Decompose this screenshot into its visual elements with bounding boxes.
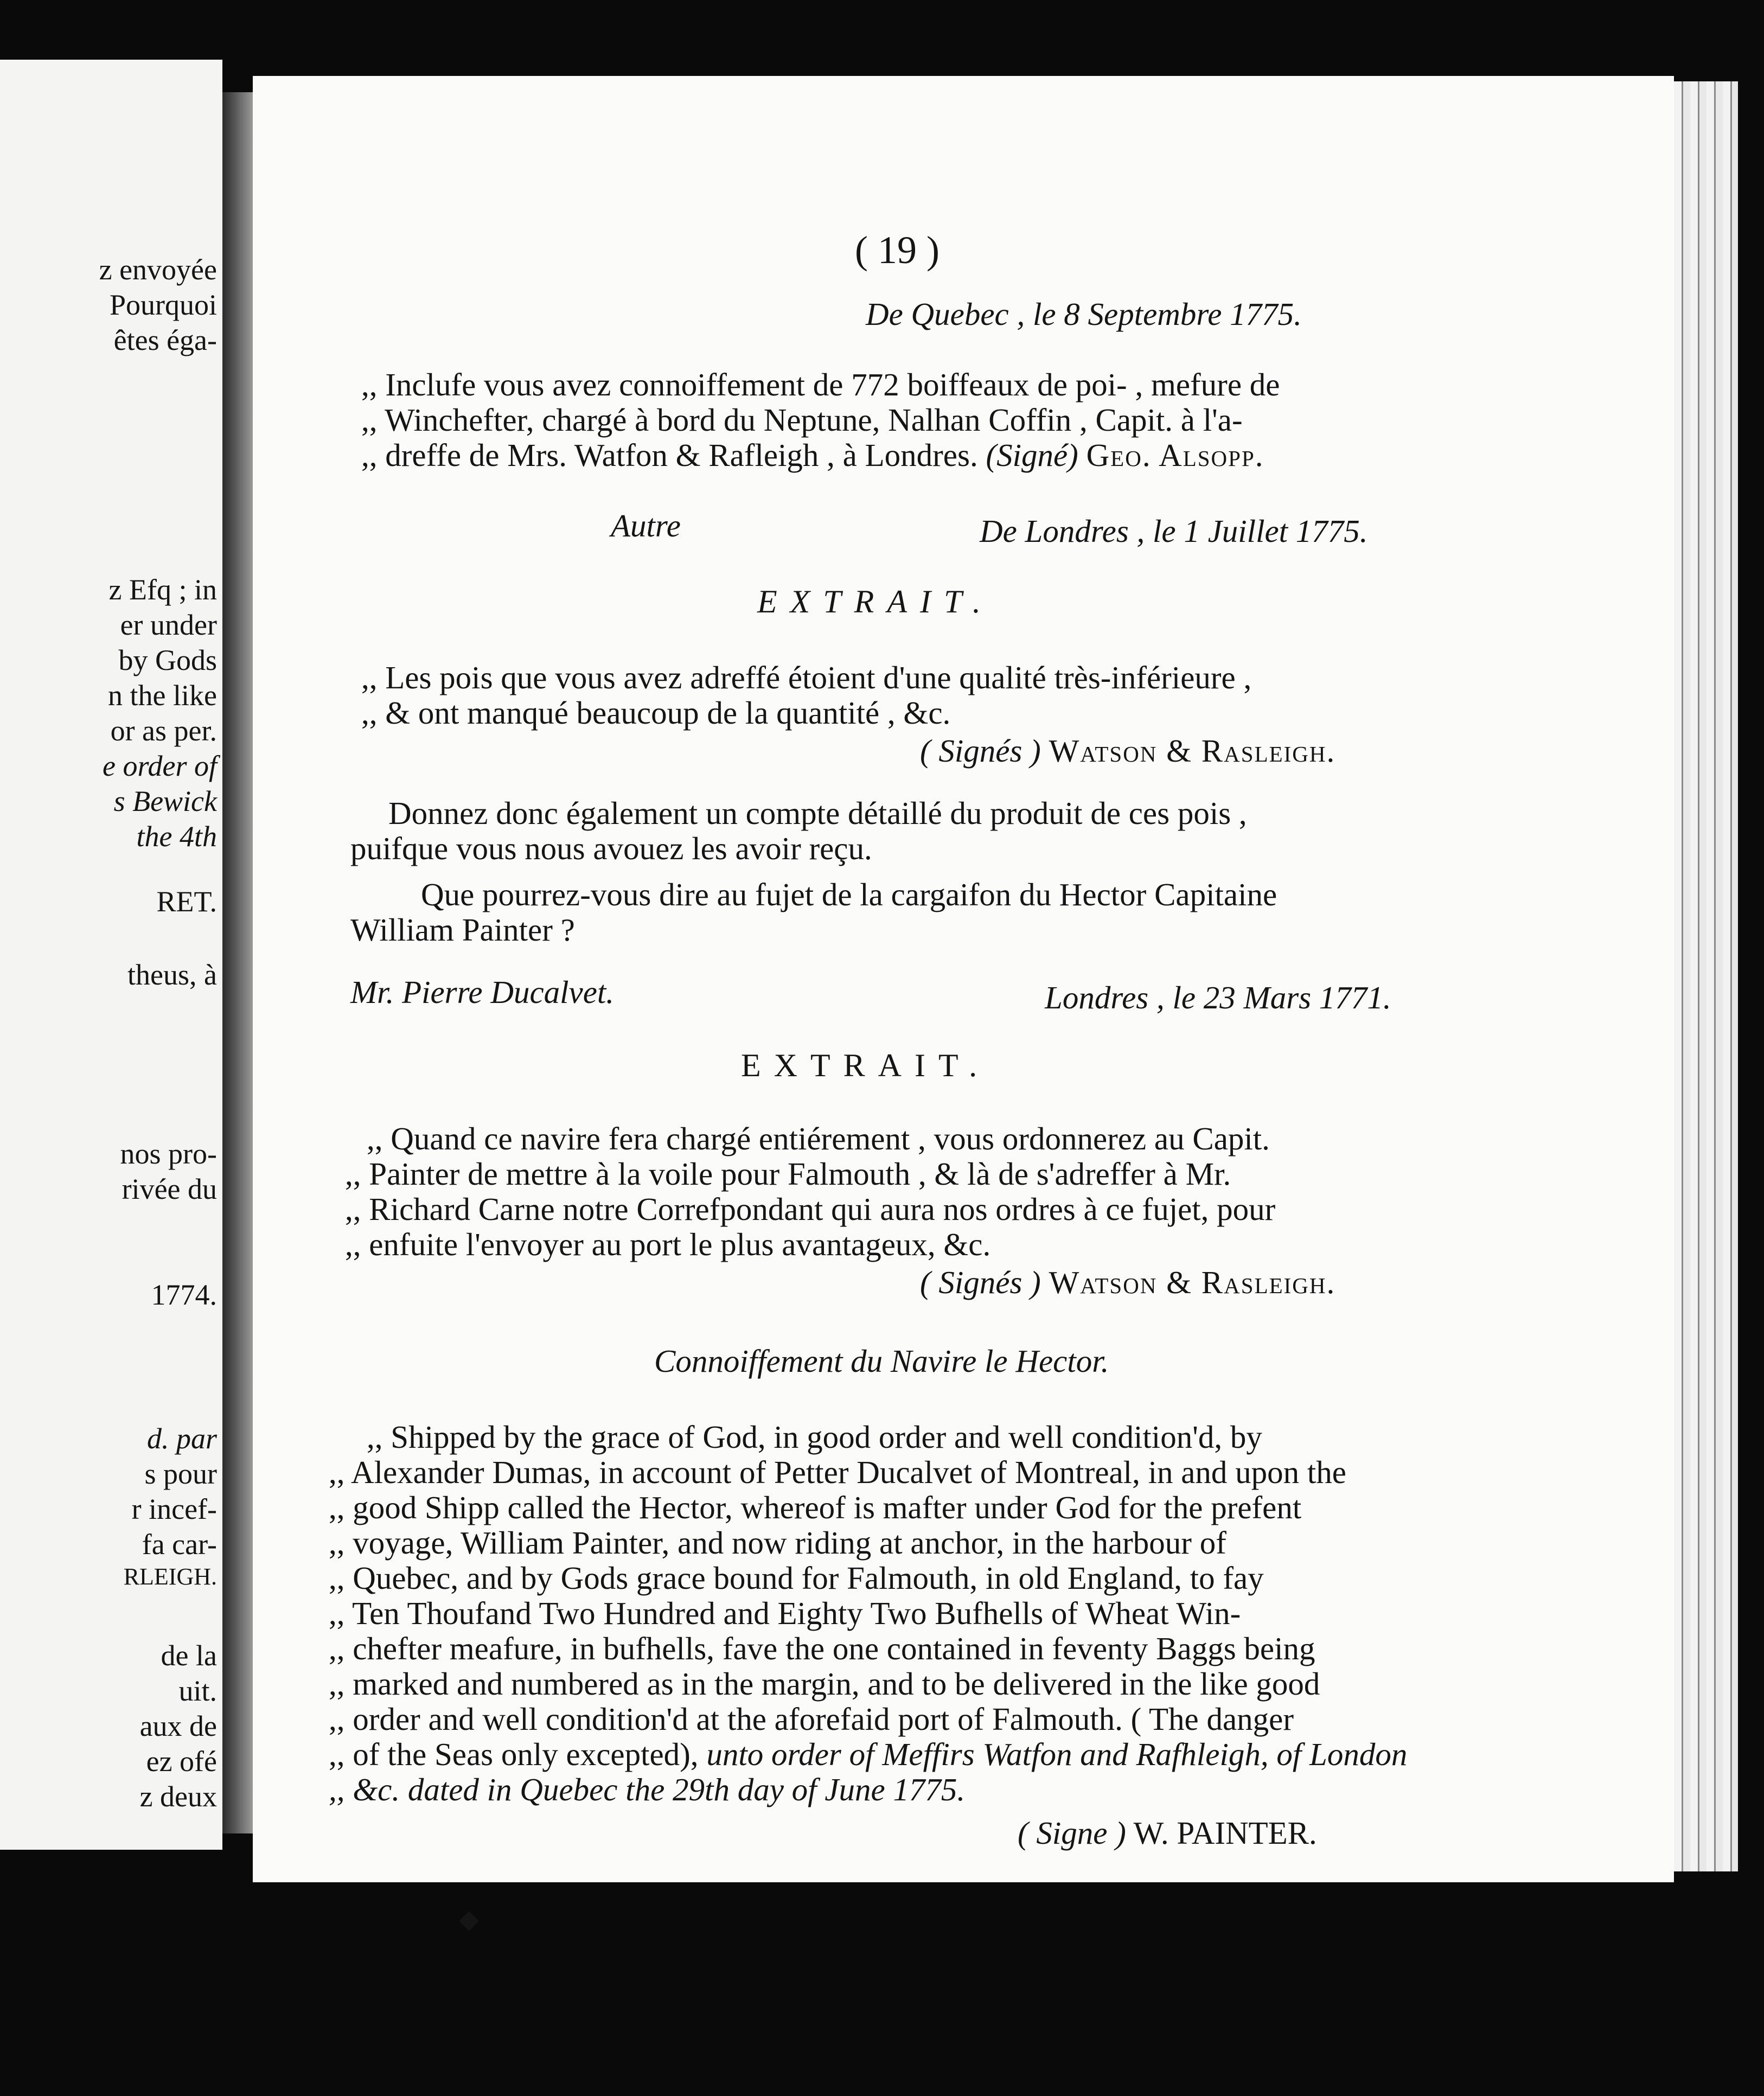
left-fragment: n the like (108, 679, 217, 712)
letter1-line: ,, Inclufe vous avez connoiffement de 772 boiffeaux de poi- , mefure de (361, 367, 1280, 402)
letter3-signed-label: ( Signés ) (920, 1264, 1041, 1300)
letter3-line: ,, Painter de mettre à la voile pour Falmouth , & là de s'adreffer à Mr. (345, 1156, 1231, 1192)
page-number: ( 19 ) (855, 228, 939, 272)
left-fragment: nos pro- (120, 1138, 217, 1170)
letter2-signature: Watson & Rasleigh. (1049, 733, 1336, 769)
letter1-dateline: De Quebec , le 8 Septembre 1775. (866, 296, 1302, 332)
letter2-dateline: De Londres , le 1 Juillet 1775. (980, 513, 1368, 549)
bill-line-italic: unto order of Meffirs Watfon and Rafhleigh, of London (706, 1736, 1408, 1772)
ink-blot-icon: ◆ (459, 1905, 479, 1934)
left-fragment: r incef- (131, 1493, 217, 1525)
page-edges (1674, 81, 1738, 1871)
letter3-dateline: Londres , le 23 Mars 1771. (1045, 980, 1391, 1015)
left-fragment: RLEIGH. (123, 1563, 217, 1590)
letter1-line-text: ,, dreffe de Mrs. Watfon & Rafleigh , à Londres. (361, 437, 978, 473)
letter2-line: ,, Les pois que vous avez adreffé étoient d'une qualité très-inférieure , (361, 660, 1252, 695)
left-fragment: Pourquoi (109, 289, 217, 321)
bill-line: ,, Quebec, and by Gods grace bound for Falmouth, in old England, to fay (329, 1560, 1264, 1596)
left-fragment: by Gods (118, 644, 217, 676)
paragraph-line: puifque vous nous avouez les avoir reçu. (350, 830, 872, 866)
left-fragment: aux de (139, 1710, 217, 1742)
bill-line: ,, good Shipp called the Hector, whereof is mafter under God for the prefent (329, 1490, 1302, 1525)
right-page (253, 76, 1674, 1934)
left-fragment: the 4th (136, 820, 217, 853)
letter3-line: ,, Richard Carne notre Correfpondant qui aura nos ordres à ce fujet, pour (345, 1191, 1276, 1227)
letter3-signature: Watson & Rasleigh. (1049, 1264, 1336, 1300)
letter2-signed (920, 735, 1335, 767)
left-fragment: d. par (146, 1422, 217, 1455)
left-fragment: rivée du (122, 1173, 217, 1205)
left-fragment: uit. (178, 1675, 217, 1707)
bill-line: ,, marked and numbered as in the margin, and to be delivered in the like good (329, 1666, 1320, 1702)
bill-line (329, 1736, 1408, 1772)
left-fragment: êtes éga- (113, 324, 217, 356)
left-fragment: RET. (156, 885, 217, 918)
left-fragment: or as per. (110, 714, 217, 747)
left-fragment: er under (120, 609, 217, 641)
left-fragment: e order of (103, 750, 217, 782)
bill-signed (1018, 1817, 1317, 1849)
letter1-signature: Geo. Alsopp. (1086, 437, 1264, 473)
left-fragment: s pour (144, 1458, 217, 1490)
bill-line: ,, order and well condition'd at the aforefaid port of Falmouth. ( The danger (329, 1701, 1294, 1737)
bill-signed-label: ( Signe ) (1018, 1815, 1126, 1851)
paragraph-line: Donnez donc également un compte détaillé du produit de ces pois , (388, 795, 1247, 831)
letter1-line: ,, Winchefter, chargé à bord du Neptune, Nalhan Coffin , Capit. à l'a- (361, 402, 1243, 438)
letter2-heading: EXTRAIT. (757, 584, 994, 619)
bill-line: ,, Ten Thoufand Two Hundred and Eighty Two Bufhells of Wheat Win- (329, 1595, 1241, 1631)
paragraph-line: Que pourrez-vous dire au fujet de la cargaifon du Hector Capitaine (421, 877, 1277, 912)
bill-line: ,, voyage, William Painter, and now riding at anchor, in the harbour of (329, 1525, 1226, 1561)
letter3-signed (920, 1264, 1336, 1300)
bill-line: ,, Shipped by the grace of God, in good order and well condition'd, by (367, 1419, 1262, 1455)
letter1-signed-label: (Signé) (986, 437, 1078, 473)
letter1-line (361, 439, 1264, 471)
bill-line: ,, chefter meafure, in bufhells, fave the one contained in feventy Baggs being (329, 1631, 1315, 1666)
left-fragment: de la (161, 1639, 217, 1672)
bill-line-text: ,, of the Seas only excepted), (329, 1736, 699, 1772)
letter2-signed-label: ( Signés ) (920, 733, 1041, 769)
left-fragment: z Efq ; in (108, 573, 217, 606)
left-fragment: z envoyée (99, 253, 217, 286)
bill-signature: W. PAINTER. (1133, 1815, 1317, 1851)
paragraph-line: William Painter ? (350, 912, 575, 948)
letter2-line: ,, & ont manqué beaucoup de la quantité , &c. (361, 695, 951, 731)
book-gutter (222, 92, 253, 1833)
letter3-heading: EXTRAIT. (741, 1047, 990, 1083)
left-fragment: z deux (139, 1780, 217, 1813)
left-page (0, 60, 222, 1850)
letter3-line: ,, Quand ce navire fera chargé entiérement , vous ordonnerez au Capit. (367, 1121, 1270, 1156)
left-fragment: theus, à (127, 958, 217, 991)
bill-line: ,, Alexander Dumas, in account of Petter Ducalvet of Montreal, in and upon the (329, 1454, 1346, 1490)
letter3-line: ,, enfuite l'envoyer au port le plus avantageux, &c. (345, 1226, 991, 1262)
left-fragment: 1774. (151, 1279, 217, 1311)
left-fragment: s Bewick (113, 785, 217, 817)
letter3-recipient: Mr. Pierre Ducalvet. (350, 974, 615, 1010)
bill-heading: Connoiffement du Navire le Hector. (654, 1343, 1109, 1379)
left-fragment: fa car- (142, 1528, 217, 1561)
bill-line: ,, &c. dated in Quebec the 29th day of June 1775. (329, 1772, 966, 1807)
left-fragment: ez ofé (146, 1745, 217, 1778)
letter2-label: Autre (611, 508, 681, 544)
